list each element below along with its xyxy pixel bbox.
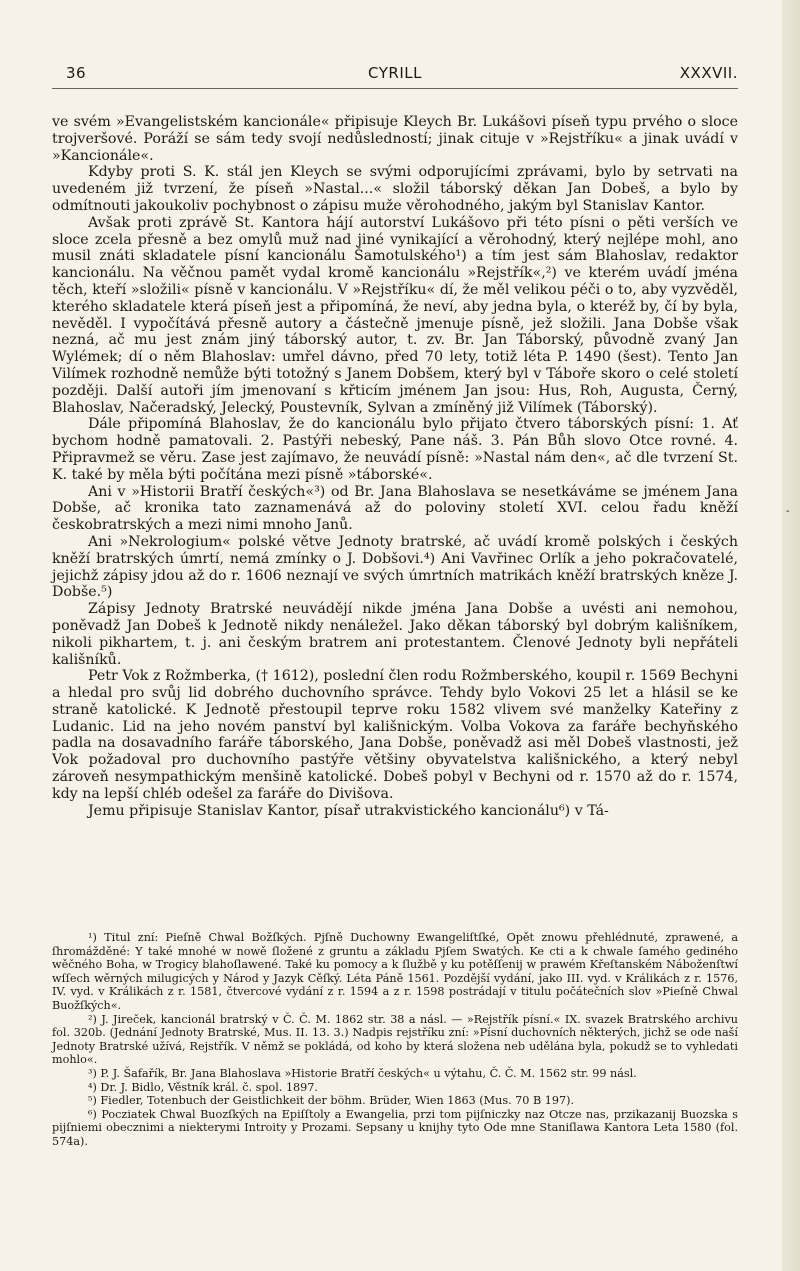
margin-mark: - — [786, 506, 790, 517]
footnote: ⁴) Dr. J. Bidlo, Věstník král. č. spol. 1897. — [88, 1080, 318, 1094]
paragraph: Avšak proti zprávě St. Kantora hájí autorství Lukášovo při této písni o pěti verších ve sloce zcela přesně a bez omylů muž nad jiné vynikající a věrohodný, který nejlépe mohl, ano musil znáti skladatele písní kancionálu Šamotulského¹) a tím jest sám Blahoslav, redaktor kancionálu. Na věčnou pamět vydal kromě kancionálu »Rejstřík«,²) ve kterém uvádí jména těch, kteří »složili« písně v kancionálu. V »Rejstříku« dí, že měl velikou péči o to, aby vyzvěděl, kterého skladatele která píseň jest a připomíná, že neví, aby jedna byla, o kteréž by, čí by byla, nevěděl. I vypočítává přesně autory a částečně jmenuje písně, jež složili. Jana Dobše však nezná, ač mu jest znám jiný táborský autor, t. zv. Br. Jan Táborský, původně zvaný Jan Wylémek; dí o něm Blahoslav: umřel dávno, před 70 lety, totiž léta P. 1490 (šest). Tento Jan Vilímek rozhodně nemůže býti totožný s Janem Dobšem, který byl v Táboře skoro o celé století později. Další autoři jím jmenovaní s křticím jménem Jan jsou: Hus, Roh, Augusta, Černý, Blahoslav, Načeradský, Jelecký, Poustevník, Sylvan a zmíněný již Vilímek (Táborský). — [52, 214, 738, 416]
paragraph: Ani v »Historii Bratří českých«³) od Br. Jana Blahoslava se nesetkáváme se jménem Jana Dobše, ač kronika tato zaznamenává až do poloviny století XVI. celou řadu kněží českobratrských a mezi nimi mnoho Janů. — [52, 483, 738, 534]
footnote: ⁶) Pocziatek Chwal Buozſkých na Epiſſtoly a Ewangelia, przi tom pijſniczky naz Otcze nas, przikazanij Buozska s pijſniemi obecznimi a niekterymi Introity y Prozami. Sepsany u knijhy tyto Ode mne Staniſlawa Kantora Leta 1580 (fol. 574a). — [52, 1107, 738, 1148]
paragraph: Jemu připisuje Stanislav Kantor, písař utrakvistického kancionálu⁶) v Tá- — [88, 802, 609, 819]
page-number: 36 — [66, 64, 87, 82]
footnote: ²) J. Jireček, kancionál bratrský v Č. Č. M. 1862 str. 38 a násl. — »Rejstřík písní.« IX. svazek Bratrského archivu fol. 320b. (Jednání Jednoty Bratrské, Mus. II. 13. 3.) Nadpis rejstříku zní: »Písní duchovních některých, jichž se ode naší Jednoty Bratrské užívá, Rejstřík. V němž se pokládá, od koho by která složena neb udělána byla, pokudž se to vyhledati mohlo«. — [52, 1012, 738, 1067]
page-edge — [782, 0, 800, 1271]
running-title: CYRILL — [368, 64, 422, 82]
footnote: ⁵) Fiedler, Totenbuch der Geistlichkeit der böhm. Brüder, Wien 1863 (Mus. 70 B 197). — [88, 1094, 575, 1108]
footnote: ¹) Titul zní: Pieſně Chwal Božſkých. Pjſně Duchowny Ewangeliſtſké, Opět znowu přehlédnuté, zprawené, a ſhromážděné: Y také mnohé w nowě ſložené z gruntu a základu Pjſem Swatých. Ke cti a k chwale ſamého gediného wěčného Boha, w Trogicy blahoſlawené. Také ku pomocy a k ſlužbě y ku potěſſenij w prawém Křeſtanském Náboženſtwí wſſech wěrných milugicých y Národ y Jazyk Cěſký. Léta Páně 1561. Pozdější vydání, jako III. vyd. v Králikách z r. 1576, IV. vyd. v Králikách z r. 1581, čtvercové vydání z r. 1594 a z r. 1598 postrádají v titulu počátečních slov »Pieſně Chwal Buožſkých«. — [52, 931, 738, 1012]
paragraph: Dále připomíná Blahoslav, že do kancionálu bylo přijato čtvero táborských písní: 1. Ať bychom hodně pamatovali. 2. Pastýři nebeský, Pane náš. 3. Pán Bůh slovo Otce rovné. 4. Připravmež se věru. Zase jest zajímavo, že neuvádí písně: »Nastal nám den«, ač dle tvrzení St. K. také by měla býti počítána mezi písně »táborské«. — [52, 416, 738, 483]
paragraph: Ani »Nekrologium« polské větve Jednoty bratrské, ač uvádí kromě polských i českých kněží bratrských úmrtí, nemá zmínky o J. Dobšovi.⁴) Ani Vavřinec Orlík a jeho pokračovatelé, jejichž zápisy jdou až do r. 1606 neznají ve svých úmrtních matrikách kněží bratrských kněze J. Dobše.⁵) — [52, 533, 738, 601]
main-text — [52, 114, 738, 819]
footnote: ³) P. J. Šafařík, Br. Jana Blahoslava »Historie Bratří českých« u výtahu, Č. Č. M. 1562 str. 99 násl. — [88, 1066, 637, 1080]
paragraph: ve svém »Evangelistském kancionále« připisuje Kleych Br. Lukášovi píseň typu prvého o sloce trojveršové. Poráží se sám tedy svojí nedůsledností; jinak cituje v »Rejstříku« a jinak uvádí v »Kancionále«. — [52, 114, 738, 164]
footnotes — [52, 931, 738, 1149]
paragraph: Zápisy Jednoty Bratrské neuvádějí nikde jména Jana Dobše a uvésti ani nemohou, poněvadž Jan Dobeš k Jednotě nikdy nenáležel. Jako děkan táborský byl dobrým kališníkem, nikoli pikhartem, t. j. ani českým bratrem ani protestantem. Členové Jednoty byli nepřáteli kališníků. — [52, 601, 738, 668]
header-rule — [52, 88, 738, 89]
paragraph: Kdyby proti S. K. stál jen Kleych se svými odporujícími zprávami, bylo by setrvati na uvedeném již tvrzení, že píseň »Nastal...« složil táborský děkan Jan Dobeš, a bylo by odmítnouti jakoukoliv pochybnost o zápisu muže věrohodného, jakým byl Stanislav Kantor. — [52, 164, 738, 214]
page-header — [52, 64, 738, 90]
chapter-number: XXXVII. — [679, 64, 738, 82]
paragraph: Petr Vok z Rožmberka, († 1612), poslední člen rodu Rožmberského, koupil r. 1569 Bechyni a hledal pro svůj lid dobrého duchovního správce. Tehdy bylo Vokovi 25 let a hlásil se ke straně katolické. K Jednotě přestoupil teprve roku 1582 vlivem své manželky Kateřiny z Ludanic. Lid na jeho novém panství byl kališnickým. Volba Vokova za faráře bechyňského padla na dosavadního faráře táborského, Jana Dobše, poněvadž asi měl Dobeš vlastnosti, jež Vok požadoval pro duchovního pastýře většiny obyvatelstva kališnického, a který nebyl zároveň nesympathickým menšině katolické. Dobeš pobyl v Bechyni od r. 1570 až do r. 1574, kdy na lepší chléb odešel za faráře do Divišova. — [52, 668, 738, 802]
